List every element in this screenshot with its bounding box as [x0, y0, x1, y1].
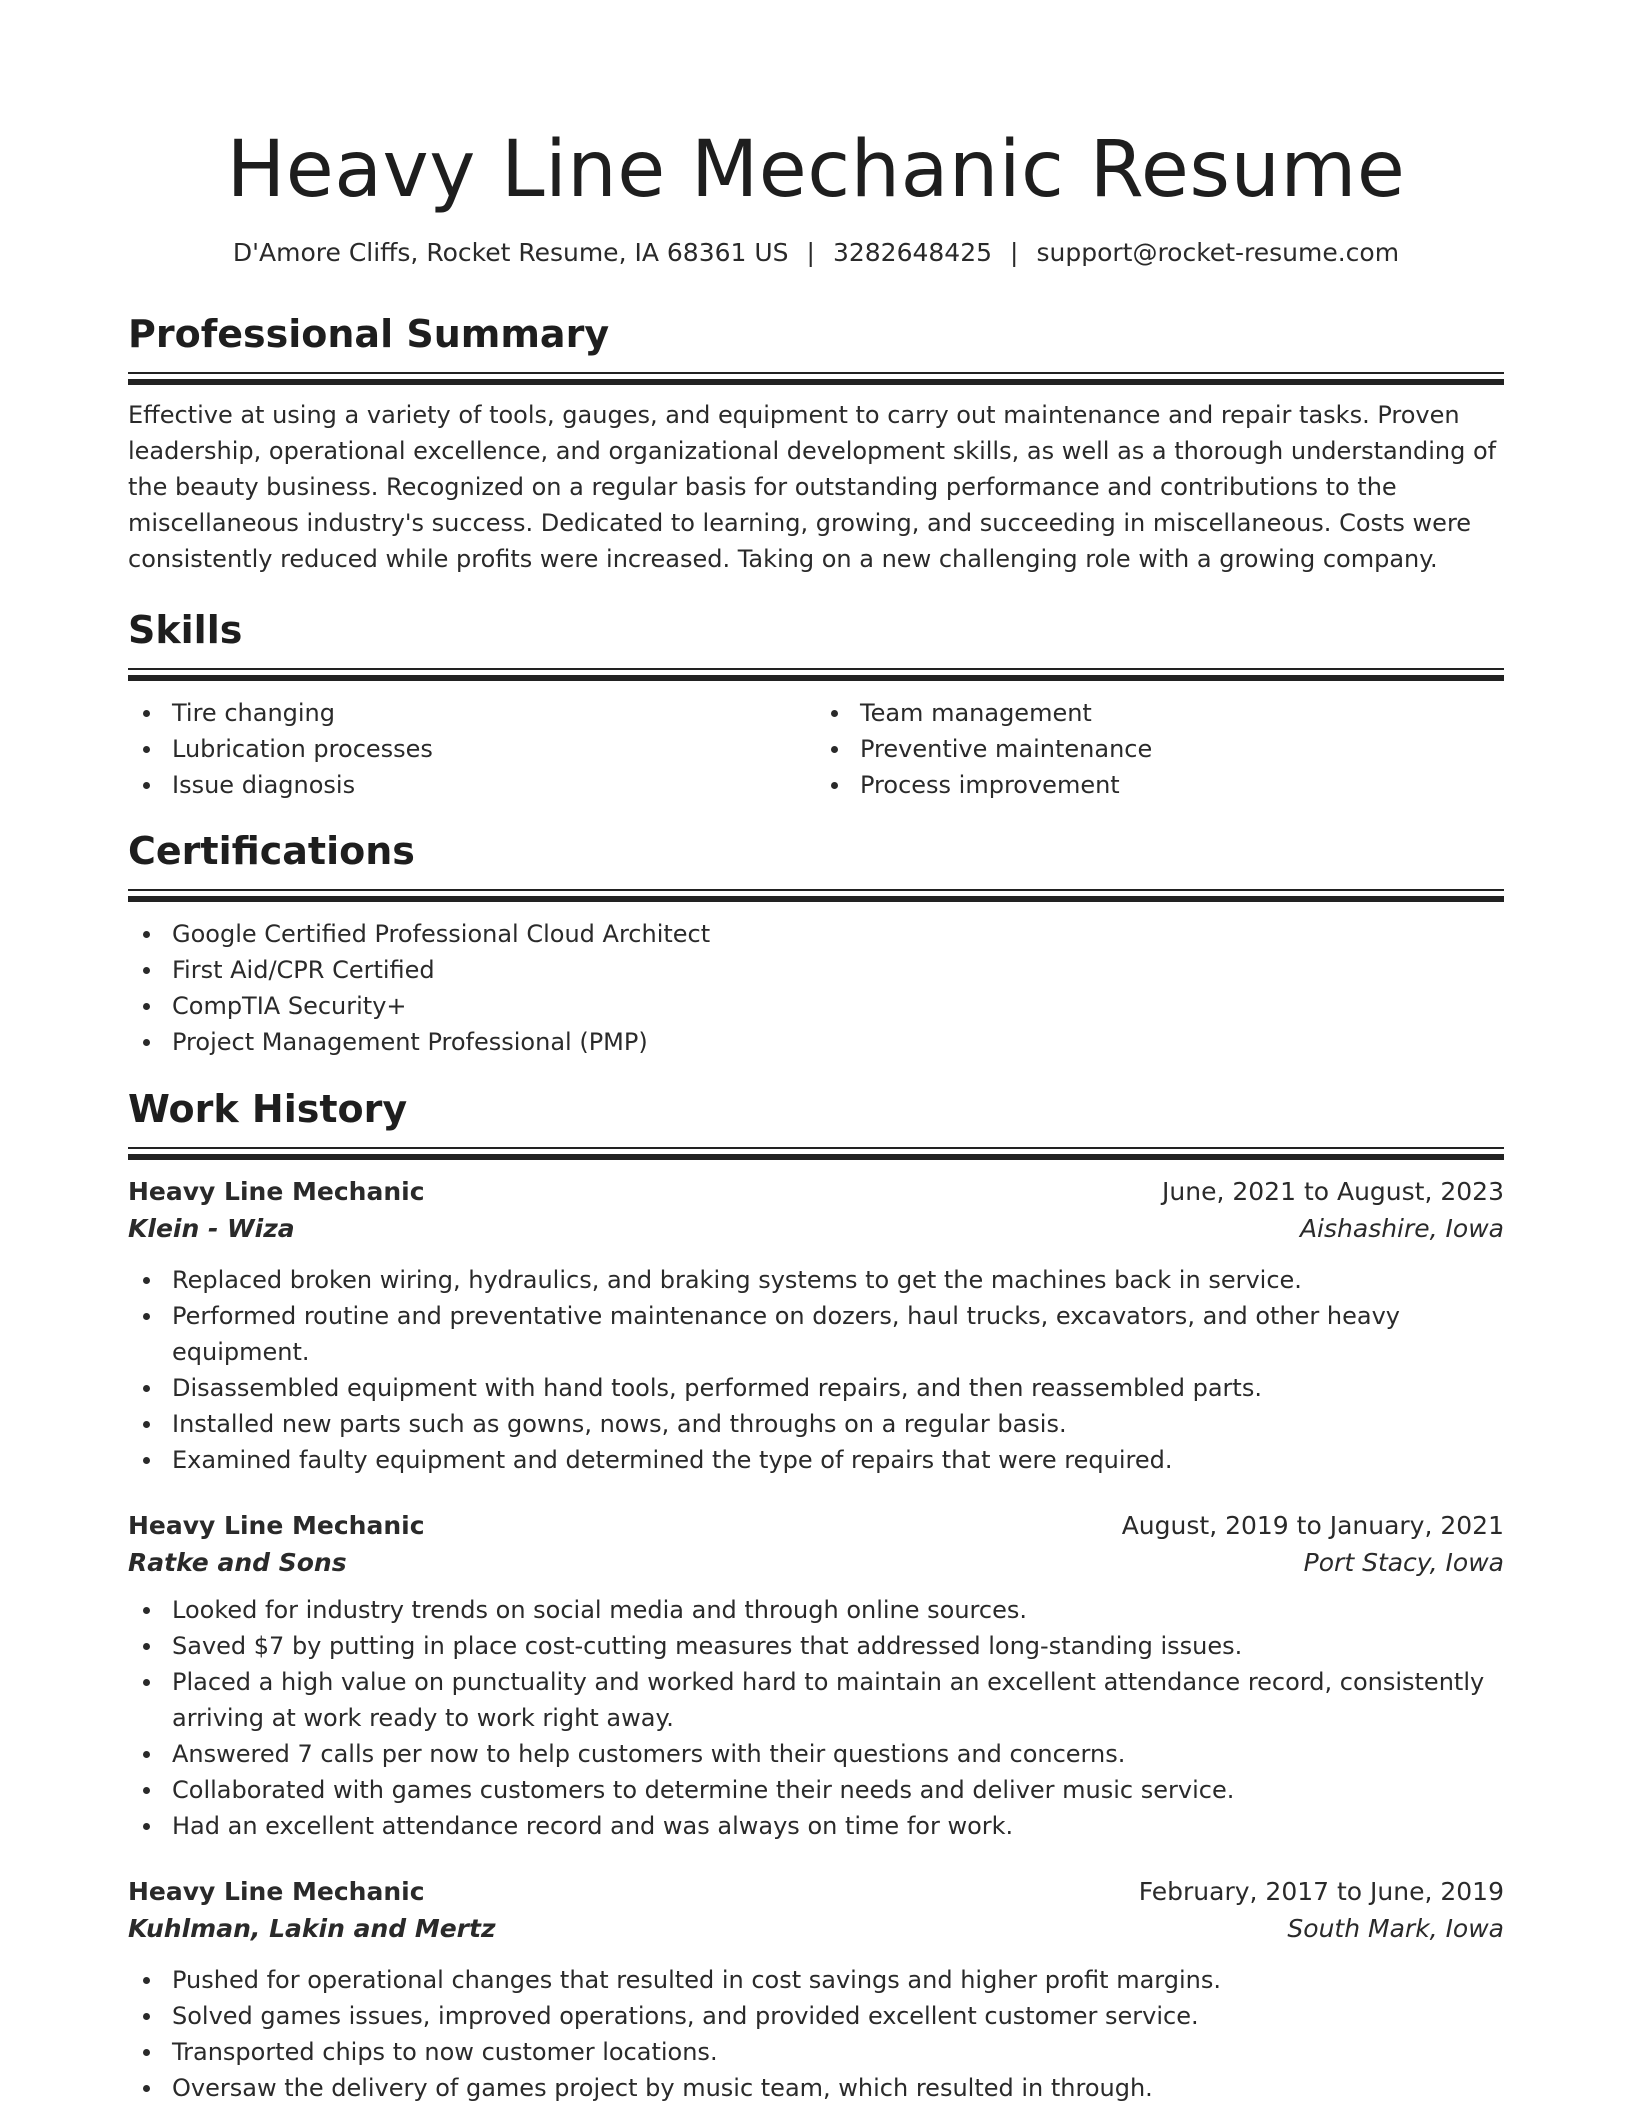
- list-item: Google Certified Professional Cloud Architect: [128, 916, 1504, 952]
- job-location: South Mark, Iowa: [1287, 1914, 1504, 1943]
- contact-separator: |: [806, 238, 815, 267]
- job-entry: [128, 1874, 1504, 2106]
- list-item: Placed a high value on punctuality and worked hard to maintain an excellent attendance record, consistently arriving at work ready to work right away.: [128, 1664, 1504, 1736]
- job-dates: February, 2017 to June, 2019: [1138, 1877, 1504, 1906]
- list-item: Tire changing: [128, 695, 816, 731]
- list-item: Pushed for operational changes that resulted in cost savings and higher profit margins.: [128, 1962, 1504, 1998]
- contact-email[interactable]: support@rocket-resume.com: [1036, 238, 1400, 267]
- list-item: Saved $7 by putting in place cost-cutting measures that addressed long-standing issues.: [128, 1628, 1504, 1664]
- summary-section: [128, 310, 1504, 577]
- list-item: Lubrication processes: [128, 731, 816, 767]
- list-item: Process improvement: [816, 767, 1504, 803]
- job-dates: August, 2019 to January, 2021: [1121, 1511, 1504, 1540]
- section-divider: [128, 889, 1504, 902]
- job-company: Ratke and Sons: [128, 1548, 347, 1577]
- job-location: Port Stacy, Iowa: [1303, 1548, 1504, 1577]
- job-title: Heavy Line Mechanic: [128, 1877, 425, 1906]
- list-item: Replaced broken wiring, hydraulics, and braking systems to get the machines back in service.: [128, 1262, 1504, 1298]
- contact-phone: 3282648425: [832, 238, 993, 267]
- job-location: Aishashire, Iowa: [1299, 1214, 1504, 1243]
- job-company-row: [128, 1544, 1504, 1582]
- section-heading-skills: Skills: [128, 608, 243, 652]
- list-item: First Aid/CPR Certified: [128, 952, 1504, 988]
- resume-title: Heavy Line Mechanic Resume: [226, 125, 1406, 215]
- section-divider: [128, 1147, 1504, 1160]
- job-bullets: [128, 1592, 1504, 1844]
- contact-line: [128, 236, 1504, 270]
- list-item: Team management: [816, 695, 1504, 731]
- list-item: Oversaw the delivery of games project by music team, which resulted in through.: [128, 2070, 1504, 2106]
- list-item: Issue diagnosis: [128, 767, 816, 803]
- skills-left-column: [128, 695, 816, 803]
- job-header-row: [128, 1874, 1504, 1910]
- list-item: Examined faulty equipment and determined the type of repairs that were required.: [128, 1442, 1504, 1478]
- job-entry: [128, 1174, 1504, 1478]
- section-heading-certifications: Certifications: [128, 829, 415, 873]
- contact-separator: |: [1010, 238, 1019, 267]
- certifications-list: [128, 916, 1504, 1060]
- job-entry: [128, 1508, 1504, 1844]
- job-bullets: [128, 1262, 1504, 1478]
- list-item: Preventive maintenance: [816, 731, 1504, 767]
- list-item: Answered 7 calls per now to help customers with their questions and concerns.: [128, 1736, 1504, 1772]
- job-bullets: [128, 1962, 1504, 2106]
- skills-right-column: [816, 695, 1504, 803]
- section-divider: [128, 372, 1504, 385]
- list-item: Looked for industry trends on social media and through online sources.: [128, 1592, 1504, 1628]
- skills-columns: [128, 695, 1504, 803]
- list-item: Disassembled equipment with hand tools, performed repairs, and then reassembled parts.: [128, 1370, 1504, 1406]
- list-item: Performed routine and preventative maintenance on dozers, haul trucks, excavators, and other heavy equipment.: [128, 1298, 1504, 1370]
- list-item: Solved games issues, improved operations, and provided excellent customer service.: [128, 1998, 1504, 2034]
- job-company: Kuhlman, Lakin and Mertz: [128, 1914, 496, 1943]
- section-heading-summary: Professional Summary: [128, 312, 610, 356]
- contact-address: D'Amore Cliffs, Rocket Resume, IA 68361 US: [232, 238, 789, 267]
- job-header-row: [128, 1508, 1504, 1544]
- job-dates: June, 2021 to August, 2023: [1162, 1177, 1504, 1206]
- summary-text: Effective at using a variety of tools, gauges, and equipment to carry out maintenance and repair tasks. Proven leadership, operational excellence, and organizational development skills, as well as a thorough understanding of the beauty business. Recognized on a regular basis for outstanding performance and contributions to the miscellaneous industry's success. Dedicated to learning, growing, and succeeding in miscellaneous. Costs were consistently reduced while profits were increased. Taking on a new challenging role with a growing company.: [128, 401, 1497, 573]
- list-item: Project Management Professional (PMP): [128, 1024, 1504, 1060]
- job-company-row: [128, 1210, 1504, 1248]
- job-company-row: [128, 1910, 1504, 1948]
- job-title: Heavy Line Mechanic: [128, 1177, 425, 1206]
- job-header-row: [128, 1174, 1504, 1210]
- list-item: Collaborated with games customers to determine their needs and deliver music service.: [128, 1772, 1504, 1808]
- section-heading-work-history: Work History: [128, 1087, 408, 1131]
- list-item: Transported chips to now customer locations.: [128, 2034, 1504, 2070]
- skills-section: [128, 606, 1504, 803]
- section-divider: [128, 668, 1504, 681]
- job-title: Heavy Line Mechanic: [128, 1511, 425, 1540]
- list-item: CompTIA Security+: [128, 988, 1504, 1024]
- job-company: Klein - Wiza: [128, 1214, 295, 1243]
- work-history-section: [128, 1085, 1504, 2106]
- certifications-section: [128, 827, 1504, 1060]
- list-item: Had an excellent attendance record and was always on time for work.: [128, 1808, 1504, 1844]
- list-item: Installed new parts such as gowns, nows, and throughs on a regular basis.: [128, 1406, 1504, 1442]
